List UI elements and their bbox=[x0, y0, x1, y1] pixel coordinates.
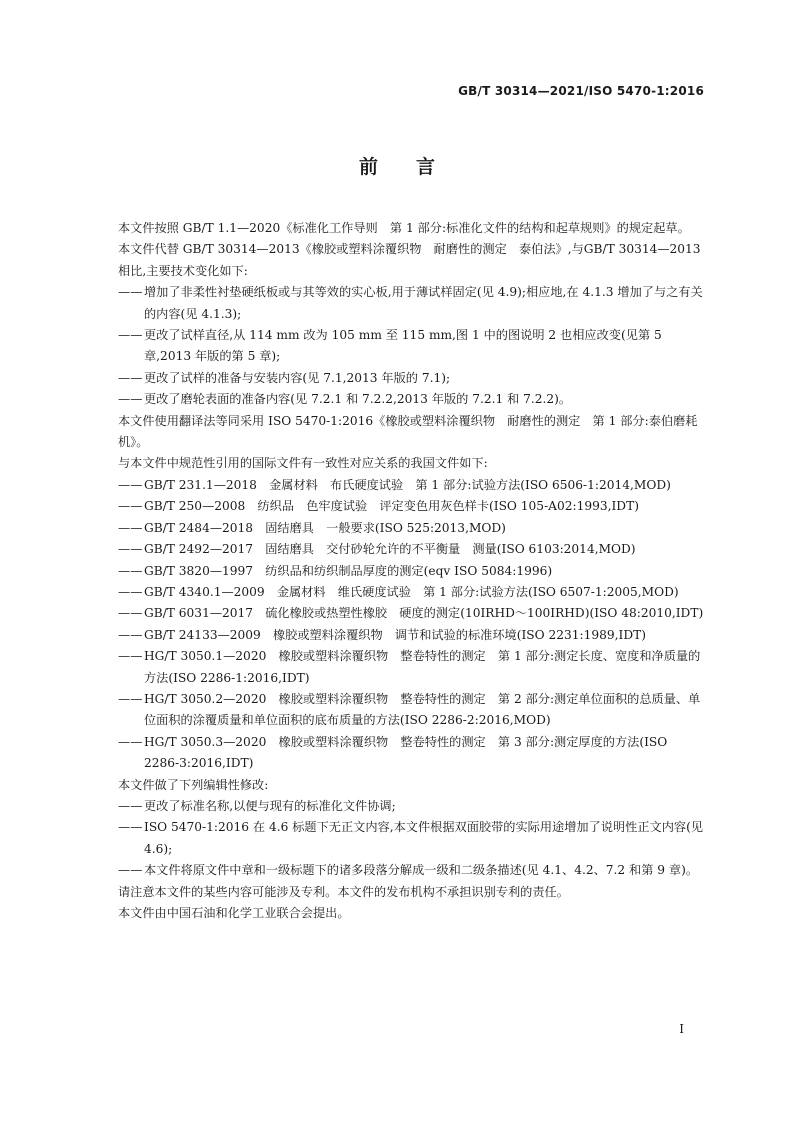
list-item-text: 本文件将原文件中章和一级标题下的诸多段落分解成一级和二级条描述(见 4.1、4.2、7.2 和第 9 章)。 bbox=[144, 863, 699, 878]
paragraph: 本文件做了下列编辑性修改: bbox=[118, 777, 269, 792]
paragraph: 本文件使用翻译法等同采用 ISO 5470-1:2016《橡胶或塑料涂覆织物 耐磨性的测定 第 1 部分:泰伯磨耗机》。 bbox=[118, 413, 698, 450]
standard-code-header: GB/T 30314—2021/ISO 5470-1:2016 bbox=[458, 84, 704, 98]
dash-marker: —— bbox=[118, 584, 143, 599]
list-item-text: HG/T 3050.2—2020 橡胶或塑料涂覆织物 整卷特性的测定 第 2 部分:测定单位面积的总质量、单位面积的涂覆质量和单位面积的底布质量的方法(ISO 2286-2:2016,MOD) bbox=[144, 691, 701, 728]
dash-marker: —— bbox=[118, 542, 143, 557]
list-item-text: GB/T 4340.1—2009 金属材料 维氏硬度试验 第 1 部分:试验方法(ISO 6507-1:2005,MOD) bbox=[144, 584, 679, 599]
dash-marker: —— bbox=[118, 477, 143, 492]
list-item bbox=[118, 689, 706, 732]
list-item bbox=[118, 582, 706, 603]
list-item-text: 增加了非柔性衬垫硬纸板或与其等效的实心板,用于薄试样固定(见 4.9);相应地,在 4.1.3 增加了与之有关的内容(见 4.1.3); bbox=[144, 285, 703, 321]
paragraph: 与本文件中规范性引用的国际文件有一致性对应关系的我国文件如下: bbox=[118, 456, 488, 471]
paragraph: 本文件代替 GB/T 30314—2013《橡胶或塑料涂覆织物 耐磨性的测定 泰伯法》,与GB/T 30314—2013 相比,主要技术变化如下: bbox=[118, 242, 701, 278]
list-item bbox=[118, 860, 706, 881]
list-item-text: GB/T 231.1—2018 金属材料 布氏硬度试验 第 1 部分:试验方法(ISO 6506-1:2014,MOD) bbox=[144, 477, 671, 492]
page-number: Ⅰ bbox=[679, 1022, 684, 1036]
paragraph: 请注意本文件的某些内容可能涉及专利。本文件的发布机构不承担识别专利的责任。 bbox=[118, 884, 569, 899]
list-item bbox=[118, 561, 706, 582]
dash-marker: —— bbox=[118, 606, 143, 621]
list-item-text: GB/T 2484—2018 固结磨具 一般要求(ISO 525:2013,MOD) bbox=[144, 520, 506, 535]
list-item bbox=[118, 817, 706, 860]
list-item-text: GB/T 2492—2017 固结磨具 交付砂轮允许的不平衡量 测量(ISO 6103:2014,MOD) bbox=[144, 542, 636, 557]
list-item-text: HG/T 3050.1—2020 橡胶或塑料涂覆织物 整卷特性的测定 第 1 部分:测定长度、宽度和净质量的方法(ISO 2286-1:2016,IDT) bbox=[144, 649, 701, 685]
list-item bbox=[118, 625, 706, 646]
list-item bbox=[118, 496, 706, 517]
list-item-text: GB/T 24133—2009 橡胶或塑料涂覆织物 调节和试验的标准环境(ISO 2231:1989,IDT) bbox=[144, 627, 646, 642]
list-item bbox=[118, 389, 706, 410]
dash-marker: —— bbox=[118, 285, 143, 300]
list-item-text: 更改了标准名称,以便与现有的标准化文件协调; bbox=[144, 798, 396, 813]
dash-marker: —— bbox=[118, 499, 143, 514]
list-item-text: 更改了磨轮表面的准备内容(见 7.2.1 和 7.2.2,2013 年版的 7.2.1 和 7.2.2)。 bbox=[144, 392, 572, 407]
paragraph: 本文件由中国石油和化学工业联合会提出。 bbox=[118, 906, 350, 920]
dash-marker: —— bbox=[118, 820, 143, 835]
list-item-text: 更改了试样的准备与安装内容(见 7.1,2013 年版的 7.1); bbox=[144, 370, 451, 385]
list-item bbox=[118, 518, 706, 539]
paragraph: 本文件按照 GB/T 1.1—2020《标准化工作导则 第 1 部分:标准化文件的结构和起草规则》的规定起草。 bbox=[118, 221, 690, 235]
list-item-text: GB/T 6031—2017 硫化橡胶或热塑性橡胶 硬度的测定(10IRHD～100IRHD)(ISO 48:2010,IDT) bbox=[144, 606, 704, 621]
dash-marker: —— bbox=[118, 863, 143, 878]
dash-marker: —— bbox=[118, 563, 143, 578]
dash-marker: —— bbox=[118, 649, 143, 664]
list-item bbox=[118, 732, 706, 775]
list-item-text: ISO 5470-1:2016 在 4.6 标题下无正文内容,本文件根据双面胶带的实际用途增加了说明性正文内容(见 4.6); bbox=[144, 820, 704, 856]
list-item bbox=[118, 603, 706, 624]
page-title: 前言 bbox=[358, 156, 473, 178]
dash-marker: —— bbox=[118, 370, 143, 385]
list-item bbox=[118, 539, 706, 560]
dash-marker: —— bbox=[118, 328, 143, 343]
foreword-body bbox=[118, 218, 706, 924]
list-item-text: GB/T 3820—1997 纺织品和纺织制品厚度的测定(eqv ISO 5084:1996) bbox=[144, 563, 553, 578]
list-item bbox=[118, 325, 706, 368]
dash-marker: —— bbox=[118, 734, 143, 749]
dash-marker: —— bbox=[118, 691, 143, 706]
list-item-text: 更改了试样直径,从 114 mm 改为 105 mm 至 115 mm,图 1 中的图说明 2 也相应改变(见第 5 章,2013 年版的第 5 章); bbox=[144, 328, 662, 364]
dash-marker: —— bbox=[118, 520, 143, 535]
list-item-text: GB/T 250—2008 纺织品 色牢度试验 评定变色用灰色样卡(ISO 105-A02:1993,IDT) bbox=[144, 499, 639, 514]
dash-marker: —— bbox=[118, 798, 143, 813]
list-item bbox=[118, 646, 706, 689]
list-item bbox=[118, 475, 706, 496]
list-item-text: HG/T 3050.3—2020 橡胶或塑料涂覆织物 整卷特性的测定 第 3 部分:测定厚度的方法(ISO 2286-3:2016,IDT) bbox=[144, 734, 668, 771]
dash-marker: —— bbox=[118, 627, 143, 642]
list-item bbox=[118, 368, 706, 389]
list-item bbox=[118, 796, 706, 817]
dash-marker: —— bbox=[118, 392, 143, 407]
list-item bbox=[118, 282, 706, 325]
